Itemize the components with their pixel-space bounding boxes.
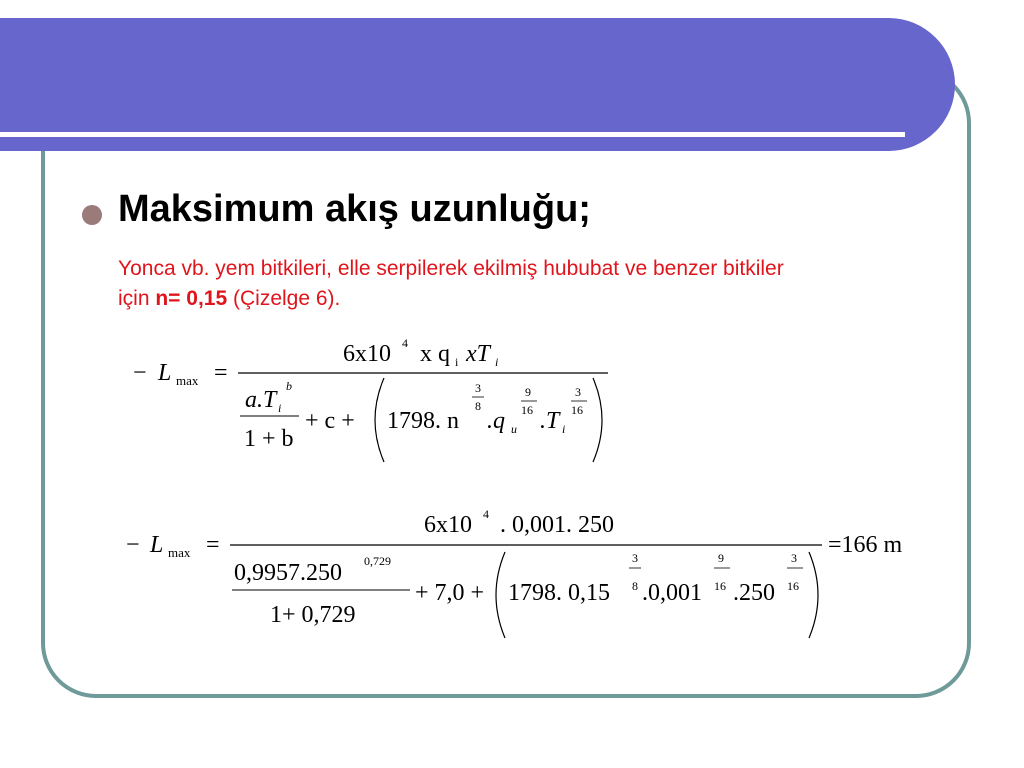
bullet-icon	[82, 205, 102, 225]
f2-inner-num: 0,9957.250	[234, 560, 342, 586]
f1-q-exp-num: 9	[525, 385, 531, 399]
f1-n-exp-den: 8	[475, 399, 481, 413]
f1-const: 1798. n	[387, 408, 459, 434]
note-prefix: için	[118, 287, 156, 310]
f1-T-term: .T	[540, 408, 560, 434]
f1-minus: −	[133, 360, 147, 386]
f2-lhs-sub: max	[168, 545, 191, 560]
slide-heading: Maksimum akış uzunluğu;	[118, 188, 591, 230]
f1-T-exp-den: 16	[571, 403, 583, 417]
f1-n-exp-num: 3	[475, 381, 481, 395]
f1-lhs-sub: max	[176, 373, 199, 388]
f2-equals: =	[206, 532, 220, 558]
note-suffix: (Çizelge 6).	[227, 287, 341, 310]
f1-right-paren	[593, 378, 602, 462]
f1-lhs-var: L	[158, 360, 172, 386]
f1-num-exp: 4	[402, 336, 408, 350]
f1-q-sub: u	[511, 422, 517, 436]
f1-q-term: .q	[487, 408, 505, 434]
f2-T-term: .250	[733, 580, 775, 606]
f2-num-rest: . 0,001. 250	[500, 512, 614, 538]
f1-inner-num-sup: b	[286, 379, 292, 393]
note-line-2	[118, 287, 340, 311]
formula-numeric	[0, 500, 1024, 645]
note-line-1: Yonca vb. yem bitkileri, elle serpilerek ekilmiş hububat ve benzer bitkiler	[118, 257, 784, 280]
f1-plus-c: + c +	[305, 408, 355, 434]
f2-const: 1798. 0,15	[508, 580, 610, 606]
f1-T-exp-num: 3	[575, 385, 581, 399]
formula-general	[0, 330, 1024, 470]
f2-n-exp-den: 8	[632, 579, 638, 593]
f1-q-exp-den: 16	[521, 403, 533, 417]
f2-plus-const: + 7,0 +	[415, 580, 485, 606]
f1-equals: =	[214, 360, 228, 386]
f1-inner-num-sub: i	[278, 401, 282, 415]
f2-T-exp-den: 16	[787, 579, 799, 593]
f1-num-xT: xT	[466, 341, 490, 367]
f2-n-exp-num: 3	[632, 551, 638, 565]
header-divider	[0, 132, 905, 137]
f1-T-sub: i	[562, 422, 566, 436]
f1-inner-num: a.T	[245, 387, 277, 413]
f2-result: =166 m	[828, 532, 903, 558]
f2-inner-num-exp: 0,729	[364, 554, 391, 568]
f2-right-paren	[809, 552, 818, 638]
n-value-highlight: n= 0,15	[155, 287, 228, 310]
f2-left-paren	[496, 552, 505, 638]
f2-lhs-var: L	[150, 532, 164, 558]
f2-q-term: .0,001	[642, 580, 702, 606]
f1-num-coef: 6x10	[343, 341, 391, 367]
f2-q-exp-num: 9	[718, 551, 724, 565]
f2-num-exp: 4	[483, 507, 489, 521]
f2-num-coef: 6x10	[424, 512, 472, 538]
f1-num-q-sub: i	[455, 355, 459, 369]
f1-num-T-sub: i	[495, 355, 499, 369]
f1-left-paren	[375, 378, 384, 462]
f2-inner-den: 1+ 0,729	[270, 602, 356, 628]
f1-inner-den: 1 + b	[244, 426, 294, 452]
f2-minus: −	[126, 532, 140, 558]
f1-num-q: x q	[420, 341, 450, 367]
f2-q-exp-den: 16	[714, 579, 726, 593]
f2-T-exp-num: 3	[791, 551, 797, 565]
